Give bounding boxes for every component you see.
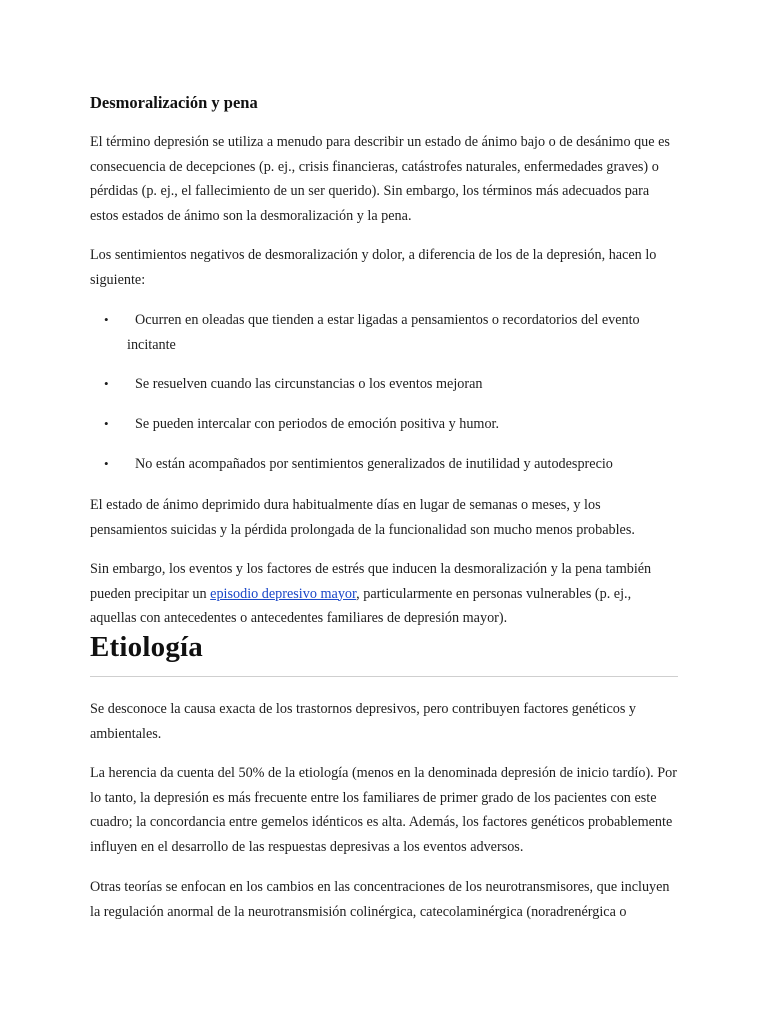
paragraph xyxy=(90,761,678,859)
section-divider xyxy=(90,676,678,677)
paragraph xyxy=(90,697,678,746)
paragraph-text: Otras teorías se enfocan en los cambios en las concentraciones de los neurotransmisores, que incluyen la regulación anormal de la neurotransmisión colinérgica, catecolaminérgica (noradrenérgica o xyxy=(90,879,670,920)
bullet-icon: • xyxy=(104,456,109,471)
paragraph xyxy=(90,130,678,228)
paragraph-text: El estado de ánimo deprimido dura habitualmente días en lugar de semanas o meses, y los pensamientos suicidas y la pérdida prolongada de la funcionalidad son mucho menos probables. xyxy=(90,497,635,538)
list-item-text: Se pueden intercalar con periodos de emoción positiva y humor. xyxy=(135,416,500,432)
list-item-text: Se resuelven cuando las circunstancias o los eventos mejoran xyxy=(135,376,483,392)
paragraph-text-end: , particularmente en personas vulnerables (p. ej., aquellas con antecedentes o antecedentes familiares de depresión mayor). xyxy=(90,585,632,626)
list-item-text: Ocurren en oleadas que tienden a estar ligadas a pensamientos o recordatorios del evento incitante xyxy=(127,312,640,353)
section-heading-etiologia: Etiología xyxy=(90,631,203,663)
bullet-icon: • xyxy=(104,312,109,327)
section-heading-desmoralizacion: Desmoralización y pena xyxy=(90,93,258,112)
bullet-icon: • xyxy=(104,376,109,391)
paragraph-text: Se desconoce la causa exacta de los trastornos depresivos, pero contribuyen factores genéticos y ambientales. xyxy=(90,701,637,742)
bullet-icon: • xyxy=(104,416,109,431)
paragraph-text: El término depresión se utiliza a menudo para describir un estado de ánimo bajo o de desánimo que es consecuencia de decepciones (p. ej., crisis financieras, catástrofes naturales, enfermedades graves) o pérdidas (p. ej., el fallecimiento de un ser querido). Sin embargo, los términos más adecuados para estos estados de ánimo son la desmoralización y la pena. xyxy=(90,134,670,224)
paragraph xyxy=(90,875,678,924)
paragraph-text-start: Sin embargo, los eventos y los factores de estrés que inducen la desmoralización y la pena también pueden precipitar un xyxy=(90,561,652,602)
paragraph xyxy=(90,243,678,292)
paragraph-text: Los sentimientos negativos de desmoralización y dolor, a diferencia de los de la depresión, hacen lo siguiente: xyxy=(90,247,657,288)
link-episodio-depresivo-mayor[interactable]: episodio depresivo mayor xyxy=(210,585,357,602)
paragraph xyxy=(90,493,678,542)
paragraph-text xyxy=(90,557,678,631)
list-item-text: No están acompañados por sentimientos generalizados de inutilidad y autodesprecio xyxy=(135,456,613,472)
paragraph xyxy=(90,557,678,631)
paragraph-text: La herencia da cuenta del 50% de la etiología (menos en la denominada depresión de inicio tardío). Por lo tanto, la depresión es más frecuente entre los familiares de primer grado de los pacientes con este cuadro; la concordancia entre gemelos idénticos es alta. Además, los factores genéticos probablemente influyen en el desarrollo de las respuestas depresivas a los eventos adversos. xyxy=(90,765,677,855)
